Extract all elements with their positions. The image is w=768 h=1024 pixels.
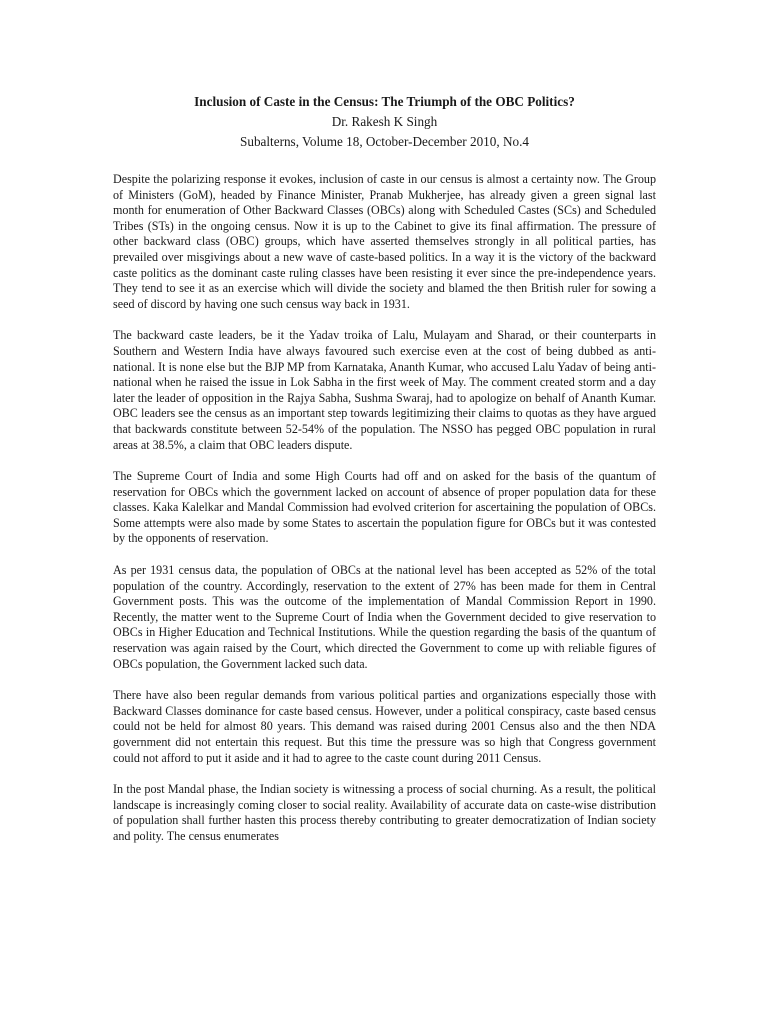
paragraph-5: There have also been regular demands from various political parties and organizations especially those with Backward Classes dominance for caste based census. However, under a political conspiracy, caste based census could not be held for almost 80 years. This demand was raised during 2001 Census also and the then NDA government did not entertain this request. But this time the pressure was so high that Congress government could not afford to put it aside and it had to agree to the caste count during 2011 Census. (113, 688, 656, 765)
document-author: Dr. Rakesh K Singh (331, 114, 438, 129)
paragraph-6: In the post Mandal phase, the Indian society is witnessing a process of social churning. As a result, the political landscape is increasingly coming closer to social reality. Availability of accurate data on caste-wise distribution of population shall further hasten this process thereby contributing to greater democratization of Indian society and polity. The census enumerates (113, 782, 656, 843)
document-header (113, 92, 656, 152)
document-page (113, 92, 656, 861)
paragraph-3: The Supreme Court of India and some High Courts had off and on asked for the basis of the quantum of reservation for OBCs which the government lacked on account of absence of proper population data for these classes. Kaka Kalelkar and Mandal Commission had evolved criterion for ascertaining the population of OBCs. Some attempts were also made by some States to ascertain the population figure for OBCs but it was contested by the opponents of reservation. (113, 469, 656, 546)
document-title: Inclusion of Caste in the Census: The Triumph of the OBC Politics? (194, 94, 575, 109)
paragraph-4: As per 1931 census data, the population of OBCs at the national level has been accepted as 52% of the total population of the country. Accordingly, reservation to the extent of 27% has been made for them in Central Government posts. This was the outcome of the implementation of Mandal Commission Report in 1990. Recently, the matter went to the Supreme Court of India when the Government decided to give reservation to OBCs in Higher Education and Technical Institutions. While the question regarding the basis of the quantum of reservation was again raised by the Court, which directed the Government to come up with reliable figures of OBCs population, the Government lacked such data. (113, 563, 656, 671)
document-source: Subalterns, Volume 18, October-December 2010, No.4 (240, 134, 529, 149)
paragraph-1: Despite the polarizing response it evokes, inclusion of caste in our census is almost a certainty now. The Group of Ministers (GoM), headed by Finance Minister, Pranab Mukherjee, has already given a green signal last month for enumeration of Other Backward Classes (OBCs) along with Scheduled Castes (SCs) and Scheduled Tribes (STs) in the ongoing census. Now it is up to the Cabinet to give its final affirmation. The pressure of other backward class (OBC) groups, which have asserted themselves strongly in all political parties, has prevailed over misgivings about a new wave of caste-based politics. In a way it is the victory of the backward caste politics as the dominant caste ruling classes have been resisting it ever since the pre-independence years. They tend to see it as an exercise which will divide the society and blamed the then British ruler for sowing a seed of discord by having one such census way back in 1931. (113, 172, 656, 311)
paragraph-2: The backward caste leaders, be it the Yadav troika of Lalu, Mulayam and Sharad, or their counterparts in Southern and Western India have always favoured such exercise even at the cost of being dubbed as anti-national. It is none else but the BJP MP from Karnataka, Ananth Kumar, who accused Lalu Yadav of being anti-national when he raised the issue in Lok Sabha in the first week of May. The comment created storm and a day later the leader of opposition in the Rajya Sabha, Sushma Swaraj, had to apologize on behalf of Ananth Kumar. OBC leaders see the census as an important step towards legitimizing their claims to quotas as they have argued that backwards constitute between 52-54% of the population. The NSSO has pegged OBC population in rural areas at 38.5%, a claim that OBC leaders dispute. (113, 328, 656, 452)
